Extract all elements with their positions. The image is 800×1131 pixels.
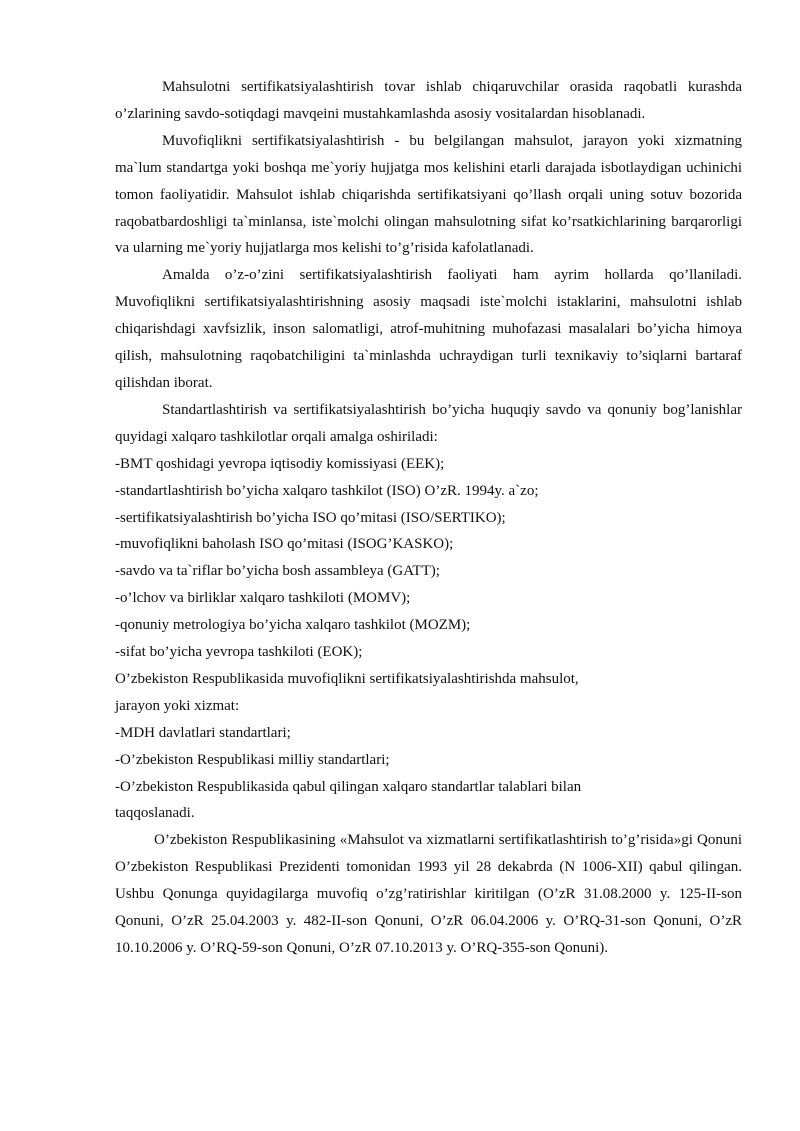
- organizations-list: [115, 451, 742, 666]
- paragraph-certification-competition: Mahsulotni sertifikatsiyalashtirish tovar ishlab chiqaruvchilar orasida raqobatli kurashda o’zlarining savdo-sotiqdagi mavqeini mustahkamlashda asosiy vositalardan hisoblanadi.: [115, 79, 742, 122]
- list-item: -O’zbekiston Respublikasida qabul qilingan xalqaro standartlar talablari bilan: [115, 778, 582, 795]
- list-item: -O’zbekiston Respublikasi milliy standartlari;: [115, 751, 390, 768]
- standards-tail: taqqoslanadi.: [115, 805, 195, 822]
- list-item: -BMT qoshidagi yevropa iqtisodiy komissiyasi (EEK);: [115, 455, 445, 472]
- list-item: -qonuniy metrologiya bo’yicha xalqaro tashkilot (MOZM);: [115, 617, 471, 634]
- paragraph-conformity-definition: Muvofiqlikni sertifikatsiyalashtirish - bu belgilangan mahsulot, jarayon yoki xizmatning ma`lum standartga yoki boshqa me`yoriy hujjatga mos kelishini etarli darajada isbotlaydigan uchinichi tomon faoliyatidir. Mahsulot ishlab chiqarishda sertifikatsiyani qo’llash orqali uning sotuv bozorida raqobatbardoshligi ta`minlansa, iste`molchi olingan mahsulotning sifat ko’rsatkichlarining barqarorligi va ularning me`yoriy hujjatlarga mos kelishi to’g’risida kafolatlanadi.: [115, 132, 742, 257]
- list-item: -sertifikatsiyalashtirish bo’yicha ISO qo’mitasi (ISO/SERTIKO);: [115, 509, 506, 526]
- paragraph-self-certification: Amalda o’z-o’zini sertifikatsiyalashtirish faoliyati ham ayrim hollarda qo’llaniladi. Muvofiqlikni sertifikatsiyalashtirishning asosiy maqsadi iste`molchi istaklarini, mahsulotni ishlab chiqarishdagi xavfsizlik, inson salomatligi, atrof-muhitning muhofazasi masalalari bo’yicha himoya qilish, mahsulotning raqobatchiligini ta`minlashda uchraydigan turli texnikaviy to’siqlarni bartaraf qilishdan iborat.: [115, 267, 742, 391]
- list-item: -o’lchov va birliklar xalqaro tashkiloti (MOMV);: [115, 590, 411, 607]
- list-item: -sifat bo’yicha yevropa tashkiloti (EOK);: [115, 644, 363, 661]
- uzbekistan-intro-line-1: O’zbekiston Respublikasida muvofiqlikni sertifikatsiyalashtirishda mahsulot,: [115, 670, 579, 687]
- paragraph-certification-law: O’zbekiston Respublikasining «Mahsulot va xizmatlarni sertifikatlashtirish to’g’risida»gi Qonuni O’zbekiston Respublikasi Prezidenti tomonidan 1993 yil 28 dekabrda (N 1006-XII) qabul qilingan. Ushbu Qonunga quyidagilarga muvofiq o’zg’ratirishlar kiritilgan (O’zR 31.08.2000 y. 125-II-son Qonuni, O’zR 25.04.2003 y. 482-II-son Qonuni, O’zR 06.04.2006 y. O’RQ-31-son Qonuni, O’zR 10.10.2006 y. O’RQ-59-son Qonuni, O’zR 07.10.2013 y. O’RQ-355-son Qonuni).: [115, 832, 742, 956]
- uzbekistan-intro-line-2: jarayon yoki xizmat:: [115, 697, 240, 714]
- standards-list: [115, 720, 742, 801]
- list-item: -savdo va ta`riflar bo’yicha bosh assambleya (GATT);: [115, 563, 440, 580]
- paragraph-international-organizations: Standartlashtirish va sertifikatsiyalashtirish bo’yicha huquqiy savdo va qonuniy bog’lanishlar quyidagi xalqaro tashkilotlar orqali amalga oshiriladi:: [115, 401, 742, 445]
- list-item: -standartlashtirish bo’yicha xalqaro tashkilot (ISO) O’zR. 1994y. a`zo;: [115, 482, 539, 499]
- list-item: -muvofiqlikni baholash ISO qo’mitasi (ISOG’KASKO);: [115, 536, 454, 553]
- list-item: -MDH davlatlari standartlari;: [115, 724, 291, 741]
- document-body: [115, 74, 742, 962]
